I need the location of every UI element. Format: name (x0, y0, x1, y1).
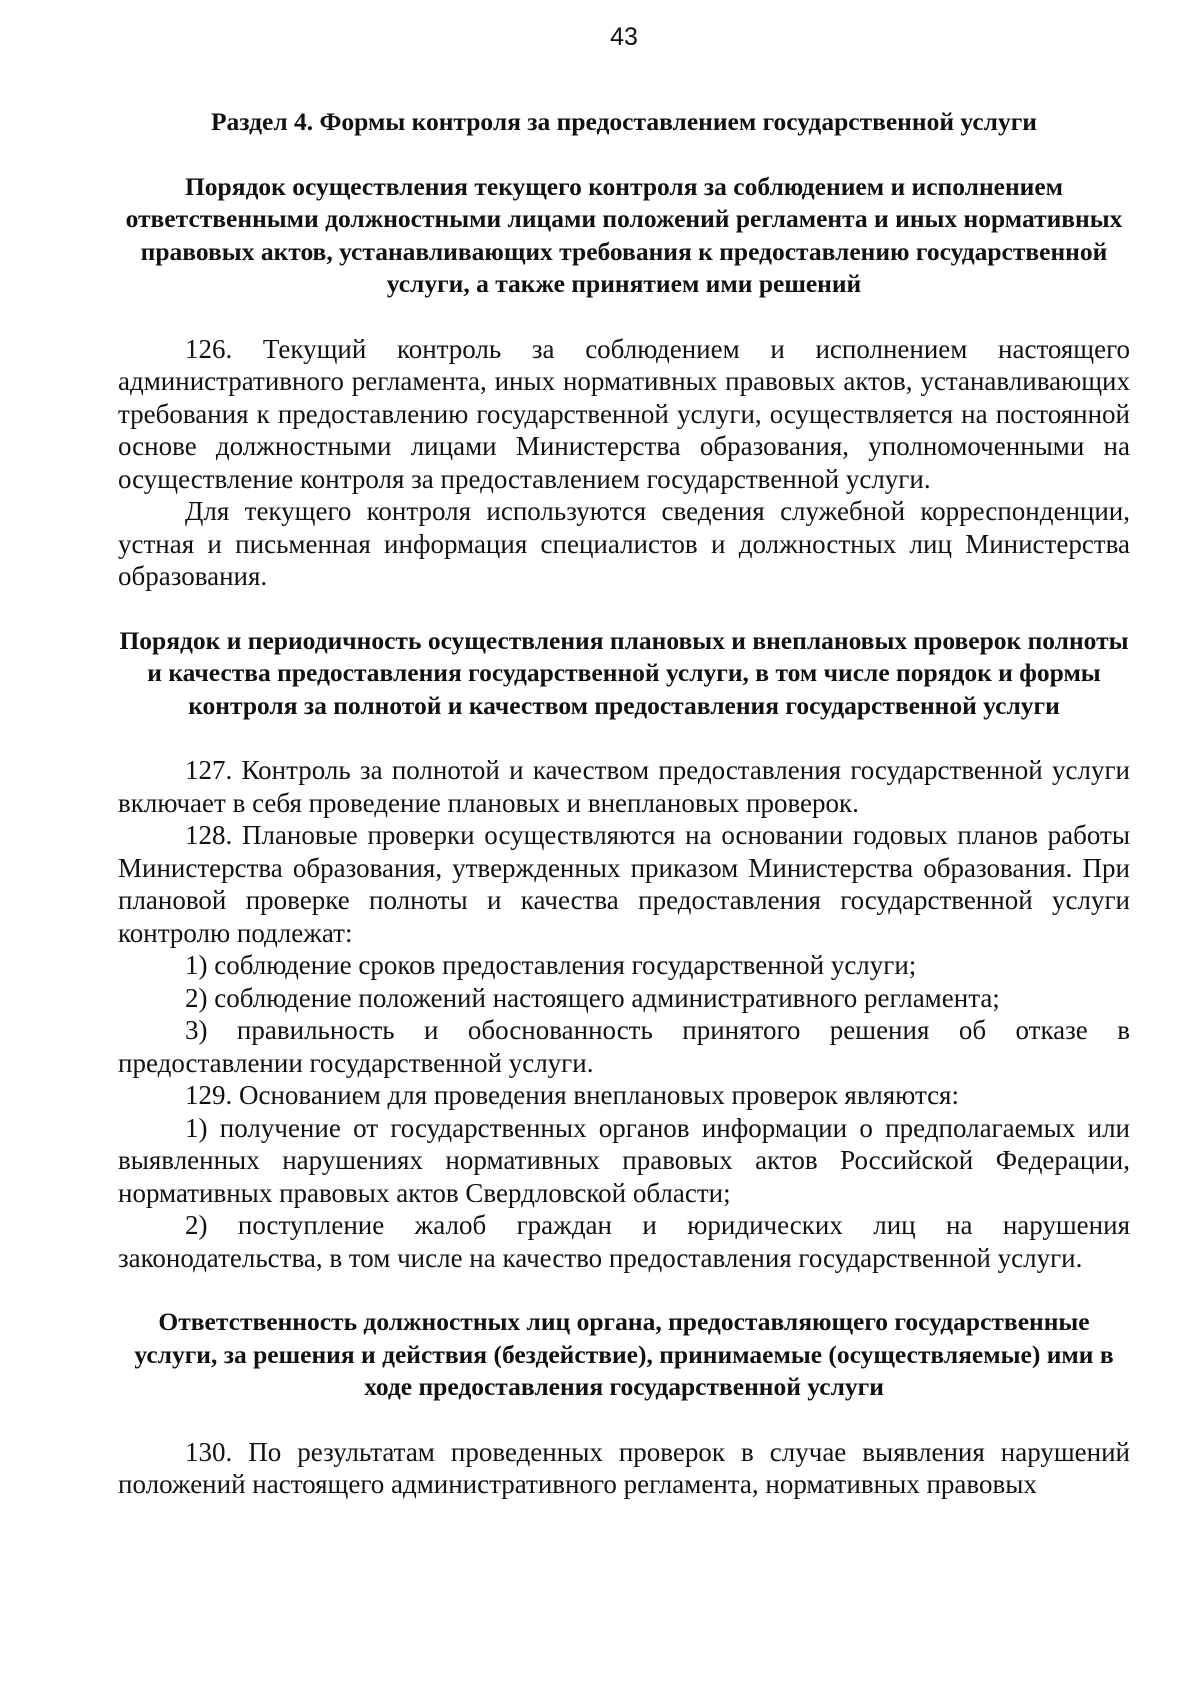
heading-current-control: Порядок осуществления текущего контроля за соблюдением и исполнением ответственными должностными лицами положений регламента и иных нормативных правовых актов, устанавливающих требования к предоставлению государственной услуги, а также принятием ими решений (125, 171, 1123, 298)
list-item-128-1: 1) соблюдение сроков предоставления государственной услуги; (185, 950, 917, 980)
section-title: Раздел 4. Формы контроля за предоставлением государственной услуги (210, 107, 1037, 136)
page-number: 43 (610, 23, 638, 51)
paragraph-130: 130. По результатам проведенных проверок в случае выявления нарушений положений настоящего административного регламента, нормативных правовых (118, 1436, 1130, 1499)
list-item-129-1: 1) получение от государственных органов информации о предполагаемых или выявленных нарушениях нормативных правовых актов Российской Федерации, нормативных правовых актов Свердловской области; (118, 1112, 1130, 1208)
document-content (118, 106, 1130, 1501)
heading-inspections: Порядок и периодичность осуществления плановых и внеплановых проверок полноты и качества предоставления государственной услуги, в том числе порядок и формы контроля за полнотой и качеством предоставления государственной услуги (119, 625, 1129, 720)
paragraph-129: 129. Основанием для проведения внеплановых проверок являются: (185, 1080, 959, 1110)
section-responsibility (118, 1306, 1130, 1501)
heading-responsibility: Ответственность должностных лиц органа, предоставляющего государственные услуги, за решения и действия (бездействие), принимаемые (осуществляемые) ими в ходе предоставления государственной услуги (134, 1307, 1114, 1401)
paragraph-128: 128. Плановые проверки осуществляются на основании годовых планов работы Министерства образования, утвержденных приказом Министерства образования. При плановой проверке полноты и качества предоставления государственной услуги контролю подлежат: (118, 820, 1130, 948)
section-current-control (118, 171, 1130, 593)
list-item-128-3: 3) правильность и обоснованность принятого решения об отказе в предоставлении государственной услуги. (118, 1015, 1130, 1078)
list-item-129-2: 2) поступление жалоб граждан и юридических лиц на нарушения законодательства, в том числе на качество предоставления государственной услуги. (118, 1210, 1130, 1273)
paragraph-127: 127. Контроль за полнотой и качеством предоставления государственной услуги включает в себя проведение плановых и внеплановых проверок. (118, 755, 1130, 818)
paragraph-126: 126. Текущий контроль за соблюдением и исполнением настоящего административного регламента, иных нормативных правовых актов, устанавливающих требования к предоставлению государственной услуги, осуществляется на постоянной основе должностными лицами Министерства образования, уполномоченными на осуществление контроля за предоставлением государственной услуги. (118, 333, 1130, 494)
section-inspections (118, 625, 1130, 1275)
list-item-128-2: 2) соблюдение положений настоящего административного регламента; (185, 982, 1000, 1013)
paragraph-current-control-sources: Для текущего контроля используются сведения служебной корреспонденции, устная и письменная информация специалистов и должностных лиц Министерства образования. (118, 496, 1130, 591)
